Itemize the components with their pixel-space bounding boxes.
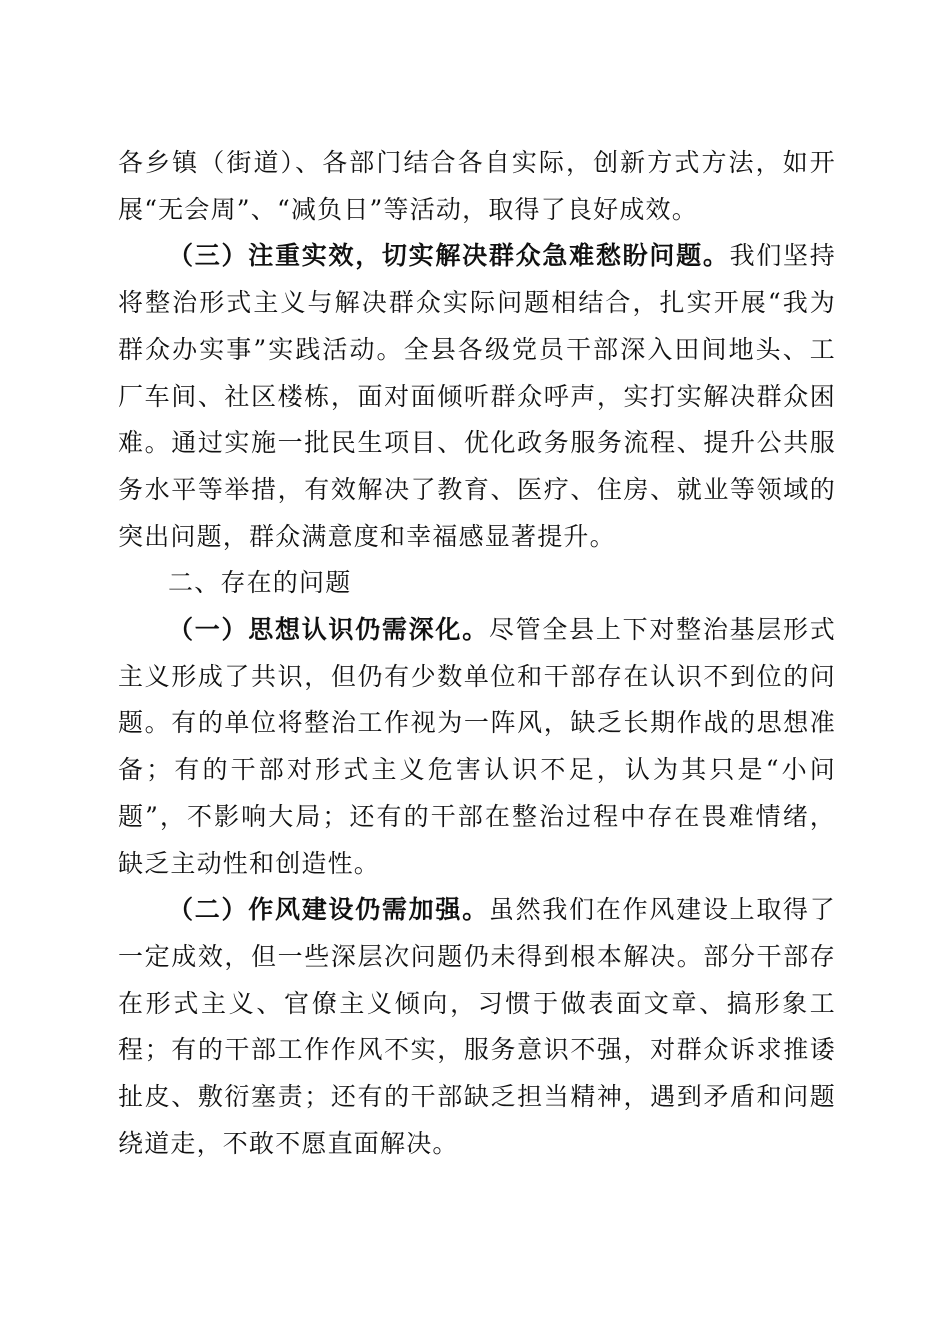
problem-one-paragraph (118, 607, 836, 887)
problem-two-lead: （二）作风建设仍需加强。 (168, 895, 489, 925)
problem-one-body: 尽管全县上下对整治基层形式主义形成了共识，但仍有少数单位和干部存在认识不到位的问题。有的单位将整治工作视为一阵风，缺乏长期作战的思想准备；有的干部对形式主义危害认识不足，认为其只是“小问题”，不影响大局；还有的干部在整治过程中存在畏难情绪，缺乏主动性和创造性。 (118, 615, 836, 878)
document-body (118, 140, 836, 1167)
problem-two-paragraph (118, 887, 836, 1167)
continuation-paragraph (118, 140, 836, 233)
continuation-text: 各乡镇（街道）、各部门结合各自实际，创新方式方法，如开展“无会周”、“减负日”等活动，取得了良好成效。 (118, 148, 836, 224)
section-three-lead: （三）注重实效，切实解决群众急难愁盼问题。 (168, 241, 730, 271)
section-three-paragraph (118, 233, 836, 560)
problem-one-lead: （一）思想认识仍需深化。 (168, 615, 489, 645)
section-heading-problems: 二、存在的问题 (168, 568, 352, 598)
section-three-body: 我们坚持将整治形式主义与解决群众实际问题相结合，扎实开展“我为群众办实事”实践活动。全县各级党员干部深入田间地头、工厂车间、社区楼栋，面对面倾听群众呼声，实打实解决群众困难。通过实施一批民生项目、优化政务服务流程、提升公共服务水平等举措，有效解决了教育、医疗、住房、就业等领域的突出问题，群众满意度和幸福感显著提升。 (118, 241, 837, 551)
problem-two-body: 虽然我们在作风建设上取得了一定成效，但一些深层次问题仍未得到根本解决。部分干部存在形式主义、官僚主义倾向，习惯于做表面文章、搞形象工程；有的干部工作作风不实，服务意识不强，对群众诉求推诿扯皮、敷衍塞责；还有的干部缺乏担当精神，遇到矛盾和问题绕道走，不敢不愿直面解决。 (118, 895, 836, 1158)
